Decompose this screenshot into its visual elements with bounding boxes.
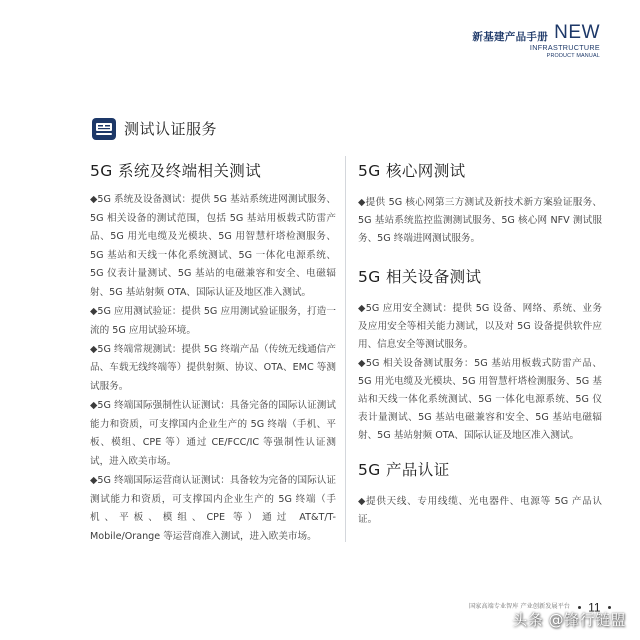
list-item: ◆提供 5G 核心网第三方测试及新技术新方案验证服务、5G 基站系统监控监测测试服务、5G 核心网 NFV 测试服务、5G 终端进网测试服务。 xyxy=(358,197,602,244)
list-item: ◆5G 应用测试验证：提供 5G 应用测试验证服务，打造一流的 5G 应用试验环境。 xyxy=(90,306,336,336)
header-title-en: NEW xyxy=(554,22,600,43)
equipment-test-block xyxy=(358,267,602,445)
right-column xyxy=(358,161,602,541)
certificate-icon xyxy=(92,118,116,140)
list-item: ◆5G 系统及设备测试：提供 5G 基站系统进网测试服务、5G 相关设备的测试范围，包括 5G 基站用板载式防雷产品、5G 用光电缆及光模块、5G 用智慧杆塔检测服务、5G 基站和天线一体化系统测试、5G 一体化电源系统、5G 仪表计量测试、5G 基站的电磁兼容和安全、电磁辐射、5G 基站射频 OTA、国际认证及地区准入测试。 xyxy=(90,194,336,298)
right-heading: 5G 核心网测试 xyxy=(358,162,466,180)
header-subtitle-2: PRODUCT MANUAL xyxy=(546,53,600,59)
list-item: ◆5G 相关设备测试服务：5G 基站用板载式防雷产品、5G 用光电缆及光模块、5G 用智慧杆塔检测服务、5G 基站和天线一体化系统测试、5G 一体化电源系统、5G 仪表计量测试、5G 基站电磁兼容和安全、5G 基站电磁辐射、5G 基站射频 OTA、国际认证及地区准入测试。 xyxy=(358,357,602,441)
right-heading: 5G 相关设备测试 xyxy=(358,268,482,286)
list-item: ◆5G 终端国际强制性认证测试：具备完备的国际认证测试能力和资质，可支撑国内企业生产的 5G 终端（手机、平板、模组、CPE 等）通过 CE/FCC/IC 等强制性认证测试，进入欧美市场。 xyxy=(90,400,336,467)
column-divider xyxy=(345,156,346,542)
left-column xyxy=(90,161,336,547)
left-heading: 5G 系统及终端相关测试 xyxy=(90,162,262,180)
watermark: 头条 @锋行链盟 xyxy=(512,611,626,629)
page-header xyxy=(460,22,600,64)
list-item: ◆5G 终端国际运营商认证测试：具备较为完备的国际认证测试能力和资质，可支撑国内企业生产的 5G 终端（手机、平板、模组、CPE 等）通过 AT&T/T-Mobile/Orange 等运营商准入测试，进入欧美市场。 xyxy=(90,474,336,542)
left-item-list xyxy=(90,191,336,546)
list-item: ◆提供天线、专用线缆、光电器件、电源等 5G 产品认证。 xyxy=(358,496,602,525)
list-item: ◆5G 终端常规测试：提供 5G 终端产品（传统无线通信产品、车载无线终端等）提供射频、协议、OTA、EMC 等测试服务。 xyxy=(90,343,336,392)
right-heading: 5G 产品认证 xyxy=(358,461,450,479)
core-network-block xyxy=(358,161,602,249)
footer-organization: 国家高端专业智库 产业创新发展平台 xyxy=(469,603,570,610)
list-item: ◆5G 应用安全测试：提供 5G 设备、网络、系统、业务及应用安全等相关能力测试，以及对 5G 设备提供软件应用、信息安全等测试服务。 xyxy=(358,303,602,350)
right-item-list xyxy=(358,300,602,445)
page-number: 11 xyxy=(588,600,601,615)
right-item-list xyxy=(358,493,602,529)
page-dot-left xyxy=(578,606,581,609)
section-title: 测试认证服务 xyxy=(124,120,218,138)
right-item-list xyxy=(358,194,602,248)
page-dot-right xyxy=(608,606,611,609)
product-cert-block xyxy=(358,460,602,530)
header-title-cn: 新基建产品手册 xyxy=(472,31,548,43)
header-subtitle-1: INFRASTRUCTURE xyxy=(529,43,600,52)
